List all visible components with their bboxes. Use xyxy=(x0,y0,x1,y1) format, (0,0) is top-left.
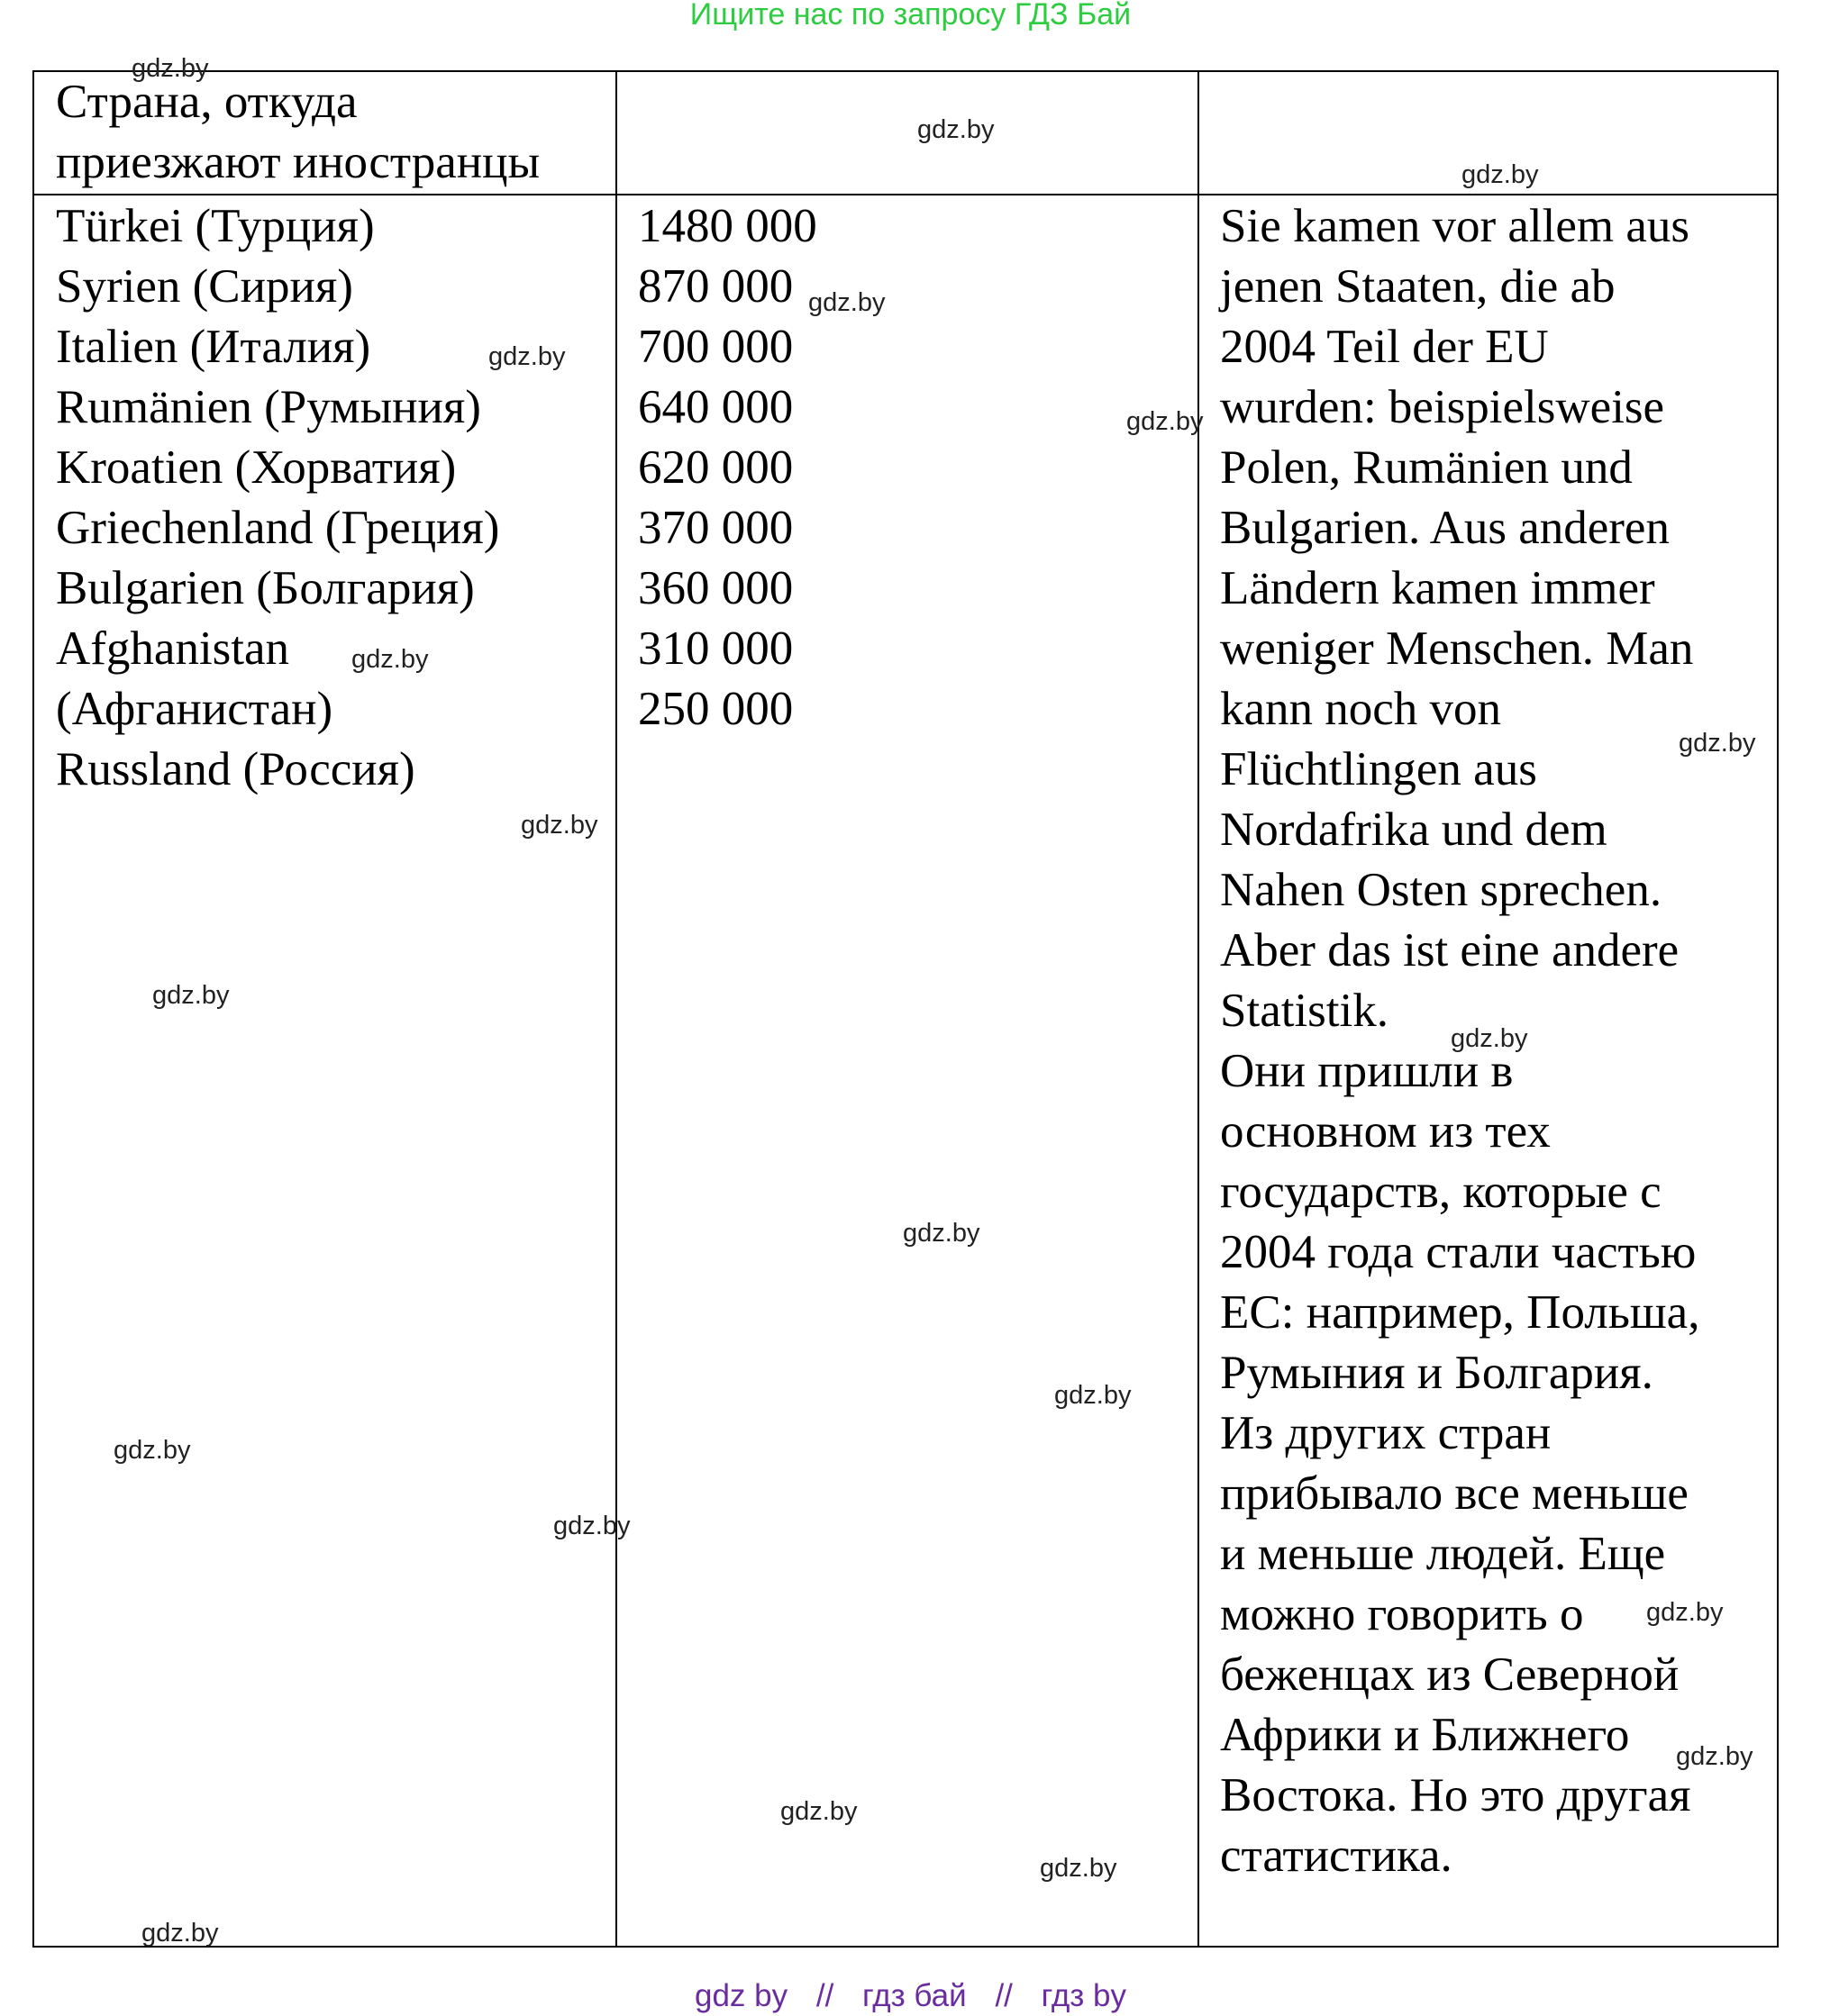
watermark: gdz.by xyxy=(488,342,566,371)
russian-paragraph xyxy=(1220,1041,1699,1886)
footer-link[interactable]: гдз бай xyxy=(862,1978,967,2013)
country-item: Afghanistan xyxy=(56,622,290,675)
paragraph-line: Востока. Но это другая xyxy=(1220,1769,1691,1821)
number-item: 870 000 xyxy=(638,260,794,313)
number-item: 620 000 xyxy=(638,441,794,494)
paragraph-line: статистика. xyxy=(1220,1830,1452,1882)
paragraph-line: jenen Staaten, die ab xyxy=(1220,260,1616,313)
header-divider xyxy=(34,194,1777,195)
number-item: 1480 000 xyxy=(638,200,817,252)
paragraph-line: ЕС: например, Польша, xyxy=(1220,1286,1700,1339)
watermark: gdz.by xyxy=(1676,1742,1753,1771)
paragraph-line: Bulgarien. Aus anderen xyxy=(1220,502,1670,554)
paragraph-line: Polen, Rumänien und xyxy=(1220,441,1633,494)
paragraph-line: Nahen Osten sprechen. xyxy=(1220,864,1662,916)
german-paragraph xyxy=(1220,196,1699,1041)
paragraph-line: kann noch von xyxy=(1220,683,1502,735)
watermark: gdz.by xyxy=(1040,1854,1117,1883)
paragraph-line: 2004 года стали частью xyxy=(1220,1226,1697,1278)
country-list xyxy=(56,196,499,800)
watermark: gdz.by xyxy=(521,811,598,840)
paragraph-line: беженцах из Северной xyxy=(1220,1648,1680,1701)
footer-link[interactable]: gdz by xyxy=(695,1978,788,2013)
footer xyxy=(0,1978,1821,2014)
country-item: Rumänien (Румыния) xyxy=(56,381,481,433)
number-item: 310 000 xyxy=(638,622,794,675)
paragraph-line: государств, которые с xyxy=(1220,1166,1662,1218)
watermark: gdz.by xyxy=(1054,1381,1132,1410)
watermark: gdz.by xyxy=(553,1512,631,1540)
paragraph-line: 2004 Teil der EU xyxy=(1220,321,1549,373)
watermark: gdz.by xyxy=(780,1797,858,1826)
paragraph-line: Statistik. xyxy=(1220,985,1389,1037)
column-divider-1 xyxy=(615,72,617,1946)
header-line: Страна, откуда xyxy=(56,76,358,128)
paragraph-line: прибывало все меньше xyxy=(1220,1467,1689,1520)
paragraph-line: Африки и Ближнего xyxy=(1220,1709,1630,1761)
number-item: 250 000 xyxy=(638,683,794,735)
watermark: gdz.by xyxy=(1679,729,1756,758)
country-item: (Афганистан) xyxy=(56,683,333,735)
footer-link[interactable]: гдз by xyxy=(1041,1978,1126,2013)
watermark: gdz.by xyxy=(1451,1024,1528,1053)
watermark: gdz.by xyxy=(917,115,995,144)
country-item: Syrien (Сирия) xyxy=(56,260,353,313)
paragraph-line: weniger Menschen. Man xyxy=(1220,622,1694,675)
watermark: gdz.by xyxy=(351,645,429,674)
number-item: 700 000 xyxy=(638,321,794,373)
top-banner: Ищите нас по запросу ГДЗ Бай xyxy=(689,0,1132,32)
watermark: gdz.by xyxy=(114,1436,191,1465)
watermark: gdz.by xyxy=(152,981,230,1010)
paragraph-line: wurden: beispielsweise xyxy=(1220,381,1665,433)
number-list xyxy=(638,196,817,740)
paragraph-line: Румыния и Болгария. xyxy=(1220,1347,1653,1399)
watermark: gdz.by xyxy=(1461,160,1539,189)
paragraph-line: Из других стран xyxy=(1220,1407,1552,1459)
paragraph-line: Flüchtlingen aus xyxy=(1220,743,1537,795)
paragraph-line: Aber das ist eine andere xyxy=(1220,924,1680,976)
paragraph-line: Nordafrika und dem xyxy=(1220,804,1607,856)
paragraph-line: Ländern kamen immer xyxy=(1220,562,1655,614)
number-item: 360 000 xyxy=(638,562,794,614)
watermark: gdz.by xyxy=(1126,407,1204,436)
watermark: gdz.by xyxy=(1646,1598,1724,1627)
country-item: Griechenland (Греция) xyxy=(56,502,500,554)
paragraph-line: Sie kamen vor allem aus xyxy=(1220,200,1690,252)
country-item: Russland (Россия) xyxy=(56,743,415,795)
country-item: Italien (Италия) xyxy=(56,321,371,373)
watermark: gdz.by xyxy=(808,288,886,317)
country-item: Bulgarien (Болгария) xyxy=(56,562,475,614)
paragraph-line: можно говорить о xyxy=(1220,1588,1584,1640)
data-table xyxy=(32,70,1779,1948)
country-item: Türkei (Турция) xyxy=(56,200,375,252)
watermark: gdz.by xyxy=(132,54,209,83)
paragraph-line: и меньше людей. Еще xyxy=(1220,1528,1666,1580)
watermark: gdz.by xyxy=(903,1219,980,1248)
header-line: приезжают иностранцы xyxy=(56,136,541,188)
footer-separator: // xyxy=(815,1978,834,2013)
column-divider-2 xyxy=(1197,72,1199,1946)
country-item: Kroatien (Хорватия) xyxy=(56,441,457,494)
header-country-column xyxy=(56,72,540,193)
number-item: 640 000 xyxy=(638,381,794,433)
paragraph-line: Они пришли в xyxy=(1220,1045,1514,1097)
watermark: gdz.by xyxy=(141,1919,219,1948)
number-item: 370 000 xyxy=(638,502,794,554)
footer-separator: // xyxy=(995,1978,1013,2013)
paragraph-line: основном из тех xyxy=(1220,1105,1551,1158)
